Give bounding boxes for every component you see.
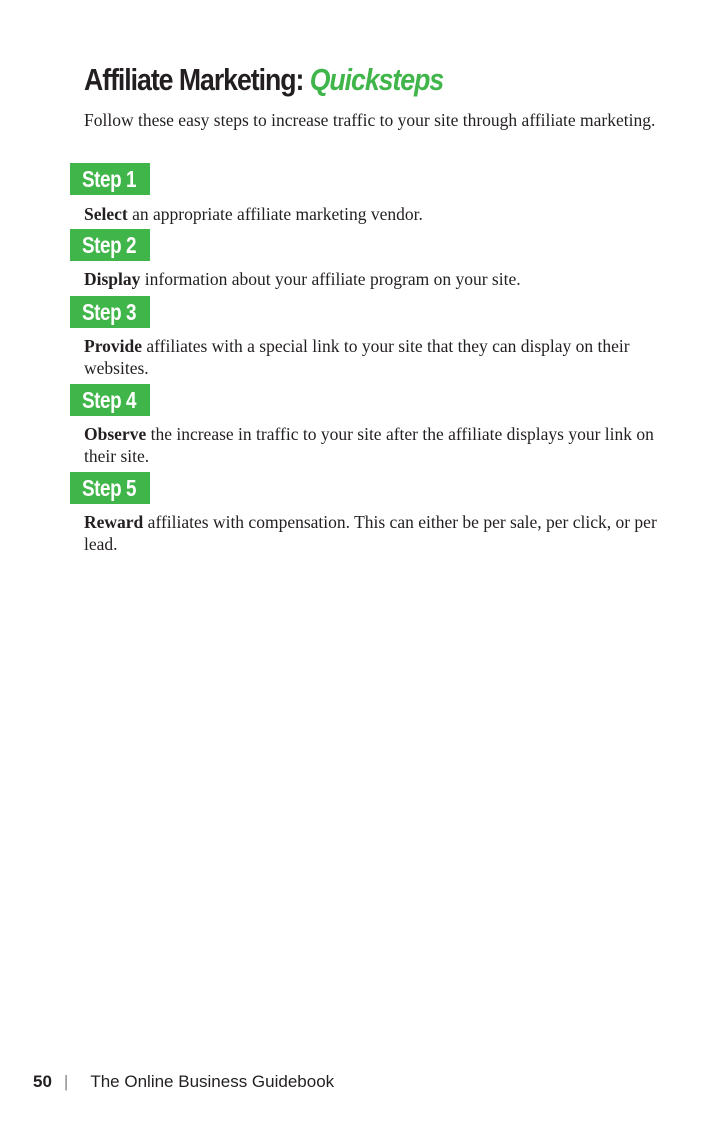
step-4-badge: Step 4 (70, 384, 150, 416)
step-2-description: information about your affiliate program on your site. (140, 269, 521, 289)
step-3-verb: Provide (84, 336, 143, 356)
step-4-verb: Observe (84, 424, 147, 444)
title-accent: Quicksteps (309, 62, 444, 97)
page-title (84, 62, 443, 98)
page-footer (33, 1072, 334, 1092)
book-title: The Online Business Guidebook (90, 1072, 335, 1091)
step-5-text (84, 511, 664, 555)
step-3-badge: Step 3 (70, 296, 150, 328)
step-1-verb: Select (84, 204, 128, 224)
step-4-description: the increase in traffic to your site after the affiliate displays your link on their site. (84, 424, 654, 466)
step-2-badge: Step 2 (70, 229, 150, 261)
step-2-text (84, 268, 664, 290)
step-5-badge: Step 5 (70, 472, 150, 504)
footer-separator: | (63, 1072, 69, 1091)
page-number: 50 (33, 1072, 52, 1091)
step-2-verb: Display (84, 269, 141, 289)
step-1-description: an appropriate affiliate marketing vendor. (127, 204, 423, 224)
intro-paragraph: Follow these easy steps to increase traffic to your site through affiliate marketing. (84, 110, 656, 130)
step-3-text (84, 335, 664, 379)
step-5-verb: Reward (84, 512, 144, 532)
step-1-badge: Step 1 (70, 163, 150, 195)
step-4-text (84, 423, 664, 467)
title-main: Affiliate Marketing: (84, 62, 304, 97)
step-1-text (84, 203, 664, 225)
step-3-description: affiliates with a special link to your site that they can display on their websites. (84, 336, 630, 378)
step-5-description: affiliates with compensation. This can either be per sale, per click, or per lead. (84, 512, 657, 554)
